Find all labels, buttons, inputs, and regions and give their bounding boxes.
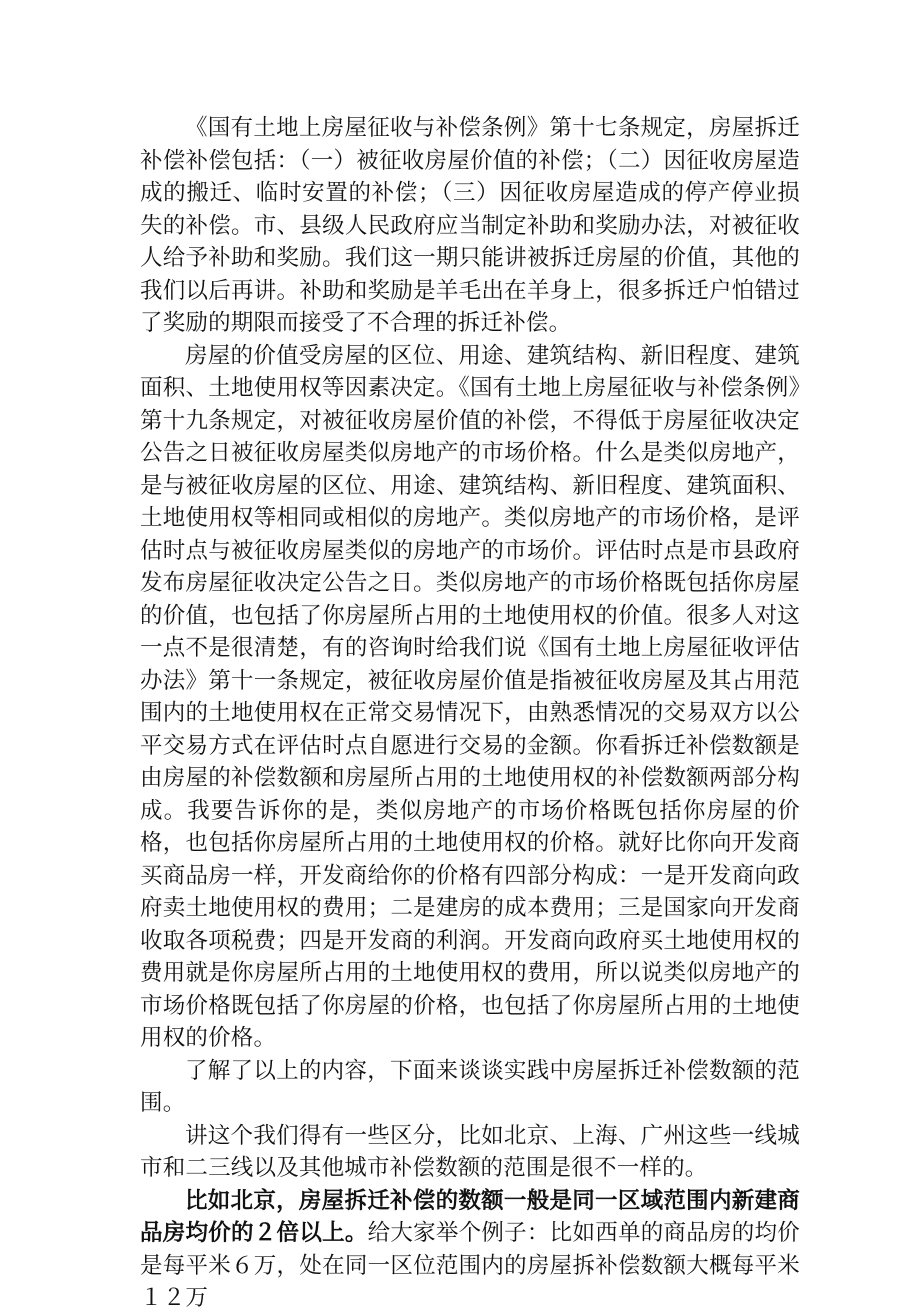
beijing-example-text: 给大家举个例子：比如西单的商品房的均价是每平米６万，处在同一区位范围内的房屋拆补偿数额大概每平米１２万 [140,1220,800,1311]
paragraph-compensation-scope: 《国有土地上房屋征收与补偿条例》第十七条规定，房屋拆迁补偿补偿包括：（一）被征收房屋价值的补偿；（二）因征收房屋造成的搬迁、临时安置的补偿；（三）因征收房屋造成的停产停业损失的补偿。市、县级人民政府应当制定补助和奖励办法，对被征收人给予补助和奖励。我们这一期只能讲被拆迁房屋的价值，其他的我们以后再讲。补助和奖励是羊毛出在羊身上，很多拆迁户怕错过了奖励的期限而接受了不合理的拆迁补偿。 [140,115,800,336]
paragraph-city-difference: 讲这个我们得有一些区分，比如北京、上海、广州这些一线城市和二三线以及其他城市补偿数额的范围是很不一样的。 [140,1122,800,1181]
paragraph-house-value: 房屋的价值受房屋的区位、用途、建筑结构、新旧程度、建筑面积、土地使用权等因素决定。《国有土地上房屋征收与补偿条例》第十九条规定，对被征收房屋价值的补偿，不得低于房屋征收决定公告之日被征收房屋类似房地产的市场价格。什么是类似房地产，是与被征收房屋的区位、用途、建筑结构、新旧程度、建筑面积、土地使用权等相同或相似的房地产。类似房地产的市场价格，是评估时点与被征收房屋类似的房地产的市场价。评估时点是市县政府发布房屋征收决定公告之日。类似房地产的市场价格既包括你房屋的价值，也包括了你房屋所占用的土地使用权的价值。很多人对这一点不是很清楚，有的咨询时给我们说《国有土地上房屋征收评估办法》第十一条规定，被征收房屋价值是指被征收房屋及其占用范围内的土地使用权在正常交易情况下，由熟悉情况的交易双方以公平交易方式在评估时点自愿进行交易的金额。你看拆迁补偿数额是由房屋的补偿数额和房屋所占用的土地使用权的补偿数额两部分构成。我要告诉你的是，类似房地产的市场价格既包括你房屋的价格，也包括你房屋所占用的土地使用权的价格。就好比你向开发商买商品房一样，开发商给你的价格有四部分构成：一是开发商向政府卖土地使用权的费用；二是建房的成本费用；三是国家向开发商收取各项税费；四是开发商的利润。开发商向政府买土地使用权的费用就是你房屋所占用的土地使用权的费用，所以说类似房地产的市场价格既包括了你房屋的价格，也包括了你房屋所占用的土地使用权的价格。 [140,342,800,1051]
paragraph-practice-intro: 了解了以上的内容，下面来谈谈实践中房屋拆迁补偿数额的范围。 [140,1057,800,1116]
paragraph-beijing-example [140,1185,800,1315]
document-body [140,112,800,1315]
beijing-bold-statement: 比如北京，房屋拆迁补偿的数额一般是同一区域范围内新建商品房均价的２倍以上。 [140,1187,800,1246]
